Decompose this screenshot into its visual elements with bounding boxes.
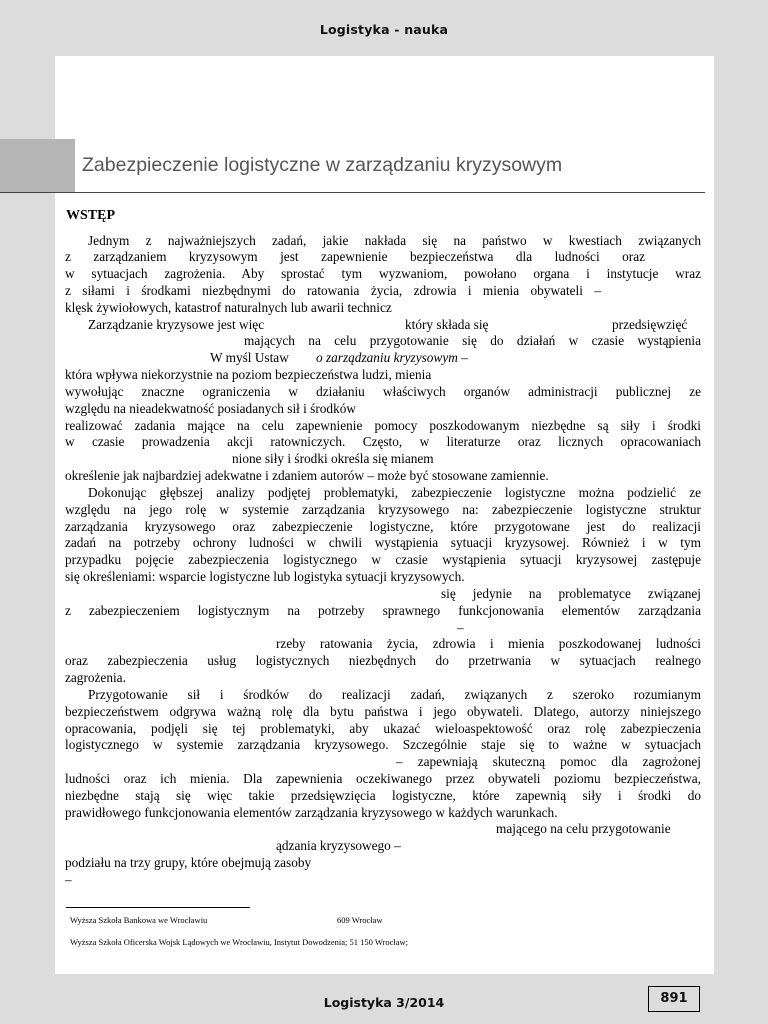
- text-line: w czasie prowadzenia akcji ratowniczych. Często, w literaturze oraz licznych opracowaniach: [65, 434, 701, 449]
- text-line: wywołując znaczne ograniczenia w działaniu właściwych organów administracji publicznej ze: [65, 384, 701, 399]
- section-heading: WSTĘP: [66, 208, 116, 223]
- text-line: realizować zadania mające na celu zapewnienie pomocy poszkodowanym niezbędne są siły i środki: [65, 418, 701, 433]
- text-line: z siłami i środkami niezbędnymi do ratowania życia, zdrowia i mienia obywateli –: [65, 283, 601, 298]
- text-line: Przygotowanie sił i środków do realizacji zadań, związanych z szeroko rozumianym: [88, 687, 701, 702]
- text-line: logistycznego w systemie zarządzania kryzysowego. Szczególnie staje się to ważne w sytuacjach: [65, 737, 701, 752]
- text-line: niezbędne stają się więc takie przedsięwzięcia logistyczne, które zapewnią siły i środki do: [65, 788, 701, 803]
- text-line: prawidłowego funkcjonowania elementów zarządzania kryzysowego w każdych warunkach.: [65, 805, 558, 820]
- text-line: o zarządzaniu kryzysowym –: [316, 350, 468, 365]
- journal-header: Logistyka - nauka: [319, 22, 449, 37]
- text-line: oraz zabezpieczenia usług logistycznych niezbędnych do przetrwania w sytuacjach realnego: [65, 653, 701, 668]
- text-line: względu na nieadekwatność posiadanych sił i środków: [65, 401, 356, 416]
- footnote-address: 609 Wrocław: [337, 915, 383, 925]
- text-line: ludności oraz ich mienia. Dla zapewnienia oczekiwanego przez obywateli poziomu bezpieczeństwa,: [65, 771, 701, 786]
- text-line: się jedynie na problematyce związanej: [441, 586, 701, 601]
- text-line: rzeby ratowania życia, zdrowia i mienia poszkodowanej ludności: [276, 636, 701, 651]
- text-line: klęsk żywiołowych, katastrof naturalnych lub awarii technicz: [65, 300, 392, 315]
- text-line: która wpływa niekorzystnie na poziom bezpieczeństwa ludzi, mienia: [65, 367, 432, 382]
- text-line: Zarządzanie kryzysowe jest więc: [88, 317, 265, 332]
- issue-label: Logistyka 3/2014: [323, 995, 445, 1010]
- text-line: z zabezpieczeniem logistycznym na potrzeby sprawnego funkcjonowania elementów zarządzania: [65, 603, 701, 618]
- footnote-divider: [66, 907, 250, 908]
- text-line: Jednym z najważniejszych zadań, jakie nakłada się na państwo w kwestiach związanych: [88, 233, 701, 248]
- article-title: Zabezpieczenie logistyczne w zarządzaniu kryzysowym: [82, 154, 563, 176]
- text-line: zarządzania kryzysowego oraz zabezpieczenie logistyczne, które przygotowane jest do realizacji: [65, 519, 701, 534]
- text-line: względu na jego rolę w systemie zarządzania kryzysowego na: zabezpieczenie logistyczne struktur: [65, 502, 701, 517]
- text-line: –: [457, 620, 464, 635]
- text-line: przedsięwzięć: [612, 317, 688, 332]
- text-line: Dokonując głębszej analizy podjętej problematyki, zabezpieczenie logistyczne można podzielić ze: [88, 485, 701, 500]
- text-line: podziału na trzy grupy, które obejmują zasoby: [65, 855, 312, 870]
- text-line: opracowania, podjęli się tej problematyki, aby ukazać wieloaspektowość oraz rolę zabezpieczenia: [65, 721, 701, 736]
- text-line: nione siły i środki określa się mianem: [232, 451, 434, 466]
- footnote-affiliation: Wyższa Szkoła Oficerska Wojsk Lądowych we Wrocławiu, Instytut Dowodzenia; 51 150 Wrocław;: [70, 937, 409, 947]
- text-line: –: [65, 872, 72, 887]
- text-line: się określeniami: wsparcie logistyczne lub logistyka sytuacji kryzysowych.: [65, 569, 465, 584]
- text-line: bezpieczeństwem odgrywa ważną rolę dla bytu państwa i jego obywateli. Dlatego, autorzy niniejszego: [65, 704, 701, 719]
- title-divider: [0, 192, 705, 193]
- text-line: zadań na potrzeby ochrony ludności w chwili wystąpienia sytuacji kryzysowej. Również i w tym: [65, 535, 701, 550]
- text-line: określenie jak najbardziej adekwatne i zdaniem autorów – może być stosowane zamiennie.: [65, 468, 549, 483]
- text-line: mających na celu przygotowanie się do działań w czasie wystąpienia: [244, 333, 701, 348]
- page-number: 891: [648, 986, 700, 1012]
- footnote-affiliation: Wyższa Szkoła Bankowa we Wrocławiu: [70, 915, 208, 925]
- title-accent-block: [0, 139, 75, 192]
- text-line: z zarządzaniem kryzysowym jest zapewnienie bezpieczeństwa dla ludności oraz: [65, 249, 645, 264]
- text-line: ądzania kryzysowego –: [276, 838, 401, 853]
- text-line: zagrożenia.: [65, 670, 126, 685]
- text-line: przypadku pojęcie zabezpieczenia logistycznego w czasie wystąpienia sytuacji kryzysowej zastępuje: [65, 552, 701, 567]
- text-line: mającego na celu przygotowanie: [496, 821, 671, 836]
- text-line: w sytuacjach zagrożenia. Aby sprostać tym wyzwaniom, powołano organa i instytucje wraz: [65, 266, 701, 281]
- text-line: – zapewniają skuteczną pomoc dla zagrożonej: [396, 754, 701, 769]
- text-line: który składa się: [405, 317, 489, 332]
- text-line: W myśl Ustaw: [210, 350, 289, 365]
